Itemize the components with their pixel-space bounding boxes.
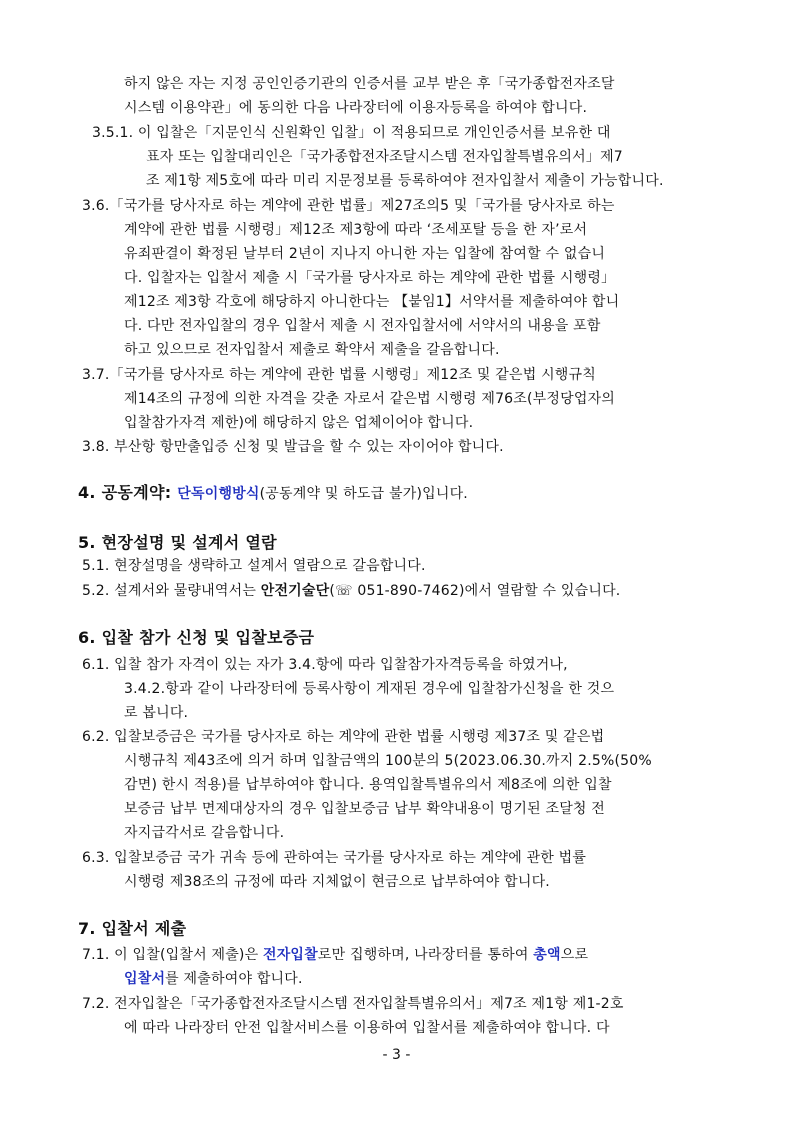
para-line <box>124 969 303 989</box>
item-5-2 <box>82 581 620 601</box>
item-3-5-1: 3.5.1. 이 입찰은「지문인식 신원확인 입찰」이 적용되므로 개인인증서를 보유한 대 <box>92 125 611 141</box>
para-line: 자지급각서로 갈음합니다. <box>124 825 285 841</box>
para-line: 표자 또는 입찰대리인은「국가종합전자조달시스템 전자입찰특별유의서」제7 <box>146 149 623 165</box>
item-6-1: 6.1. 입찰 참가 자격이 있는 자가 3.4.항에 따라 입찰참가자격등록을 하였거나, <box>82 657 568 673</box>
para-line: 시행령 제38조의 규정에 따라 지체없이 현금으로 납부하여야 합니다. <box>124 874 550 890</box>
highlight-text: 입찰서 <box>124 971 166 987</box>
item-6-3: 6.3. 입찰보증금 국가 귀속 등에 관하여는 국가를 당사자로 하는 계약에 관한 법률 <box>82 850 587 866</box>
highlight-text: 단독이행방식 <box>177 486 260 502</box>
para-line: 에 따라 나라장터 안전 입찰서비스를 이용하여 입찰서를 제출하여야 합니다. 다 <box>124 1020 610 1036</box>
para-line: 하고 있으므로 전자입찰서 제출로 확약서 제출을 갈음합니다. <box>124 342 500 358</box>
para-line: 3.4.2.항과 같이 나라장터에 등록사항이 게재된 경우에 입찰참가신청을 한 것으 <box>124 681 615 697</box>
para-line: 제12조 제3항 각호에 해당하지 아니한다는 【붙임1】서약서를 제출하여야 합니 <box>124 294 620 310</box>
item-7-1 <box>82 945 588 965</box>
para-text: (☏ 051-890-7462)에서 열람할 수 있습니다. <box>329 583 621 599</box>
para-text: (공동계약 및 하도급 불가)입니다. <box>259 486 468 502</box>
highlight-text: 총액 <box>533 947 561 963</box>
para-line: 보증금 납부 면제대상자의 경우 입찰보증금 납부 확약내용이 명기된 조달청 전 <box>124 801 606 817</box>
para-line: 로 봅니다. <box>124 705 189 721</box>
para-line: 조 제1항 제5호에 따라 미리 지문정보를 등록하여야 전자입찰서 제출이 가능합니다. <box>146 173 664 189</box>
section-4-heading: 4. 공동계약: <box>78 483 178 502</box>
para-line: 시스템 이용약관」에 동의한 다음 나라장터에 이용자등록을 하여야 합니다. <box>124 100 588 116</box>
para-line: 제14조의 규정에 의한 자격을 갖춘 자로서 같은법 시행령 제76조(부정당업자의 <box>124 391 616 407</box>
section-7-heading: 7. 입찰서 제출 <box>78 919 187 938</box>
bold-text: 안전기술단 <box>260 583 330 599</box>
item-6-2: 6.2. 입찰보증금은 국가를 당사자로 하는 계약에 관한 법률 시행령 제37조 및 같은법 <box>82 729 605 745</box>
section-5-heading: 5. 현장설명 및 설계서 열람 <box>78 533 277 552</box>
para-line: 계약에 관한 법률 시행령」제12조 제3항에 따라 ‘조세포탈 등을 한 자’로서 <box>124 222 588 238</box>
para-line: 입찰참가자격 제한)에 해당하지 않은 업체이어야 합니다. <box>124 415 474 431</box>
section-4-line <box>78 482 468 504</box>
highlight-text: 전자입찰 <box>262 947 318 963</box>
item-5-1: 5.1. 현장설명을 생략하고 설계서 열람으로 갈음합니다. <box>82 558 426 574</box>
para-line: 다. 다만 전자입찰의 경우 입찰서 제출 시 전자입찰서에 서약서의 내용을 포함 <box>124 318 601 334</box>
section-6-heading: 6. 입찰 참가 신청 및 입찰보증금 <box>78 628 315 647</box>
para-line: 감면) 한시 적용)를 납부하여야 합니다. 용역입찰특별유의서 제8조에 의한 입찰 <box>124 777 612 793</box>
item-7-2: 7.2. 전자입찰은「국가종합전자조달시스템 전자입찰특별유의서」제7조 제1항 제1-2호 <box>82 996 624 1012</box>
para-text: 를 제출하여야 합니다. <box>165 971 303 987</box>
page-number: - 3 - <box>382 1047 411 1063</box>
item-3-6: 3.6.「국가를 당사자로 하는 계약에 관한 법률」제27조의5 및「국가를 당사자로 하는 <box>82 198 615 214</box>
item-3-8: 3.8. 부산항 항만출입증 신청 및 발급을 할 수 있는 자이어야 합니다. <box>82 439 504 455</box>
para-text: 5.2. 설계서와 물량내역서는 <box>82 583 261 599</box>
item-3-7: 3.7.「국가를 당사자로 하는 계약에 관한 법률 시행령」제12조 및 같은법 시행규칙 <box>82 367 596 383</box>
para-text: 7.1. 이 입찰(입찰서 제출)은 <box>82 947 263 963</box>
para-text: 로만 집행하며, 나라장터를 통하여 <box>317 947 534 963</box>
para-text: 으로 <box>560 947 589 963</box>
para-line: 유죄판결이 확정된 날부터 2년이 지나지 아니한 자는 입찰에 참여할 수 없습니 <box>124 246 606 262</box>
para-line: 시행규칙 제43조에 의거 하며 입찰금액의 100분의 5(2023.06.30.까지 2.5%(50% <box>124 753 652 769</box>
para-line: 하지 않은 자는 지정 공인인증기관의 인증서를 교부 받은 후「국가종합전자조달 <box>124 76 615 92</box>
para-line: 다. 입찰자는 입찰서 제출 시「국가를 당사자로 하는 계약에 관한 법률 시행령」 <box>124 270 616 286</box>
